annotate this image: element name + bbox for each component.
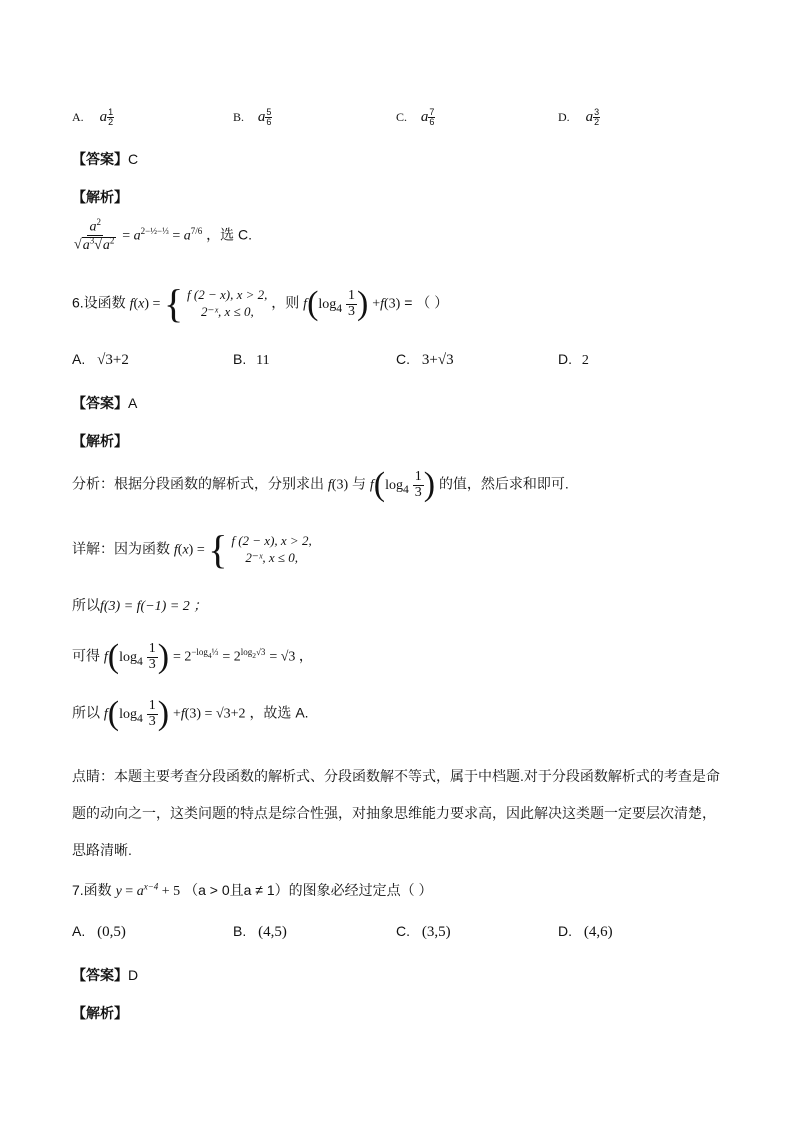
q6-piecewise: f (2 − x), x > 2, 2⁻ˣ, x ≤ 0,: [187, 287, 268, 319]
q7-option-b: B. (4,5): [233, 923, 287, 940]
q6-step-2: 可得 $f(\log_4$ $\frac{1}{3}$ ) = $2^{-log_4\frac{1}{3}} = 2^{log_2√3} = √3$ ，: [72, 638, 313, 675]
q6-comment-line-1: 点睛：本题主要考查分段函数的解析式、分段函数解不等式，属于中档题.对于分段函数解析式的考查是命: [72, 768, 720, 784]
q5-answer: 【答案】C: [72, 151, 139, 167]
q7-analysis-label: 【解析】: [72, 1005, 128, 1021]
q6-analysis-label: 【解析】: [72, 433, 128, 449]
q6-detail: 详解：因为函数 f(x) = { f (2 − x), x > 2, 2⁻ˣ, x ≤ 0,: [72, 527, 312, 572]
q5-option-c: C. a $\frac{7}{6}$: [396, 107, 435, 128]
q5-analysis-formula: $\frac{a^2}{√a^3√a^2}$ = $a^{2-\frac{1}{2}-\frac{1}{3}} = a^{7/6}$ ，选 C.: [74, 217, 253, 253]
q7-option-a: A. (0,5): [72, 923, 126, 940]
q7-option-d: D. (4,6): [558, 923, 613, 940]
q7-answer: 【答案】D: [72, 967, 139, 983]
q6-step-1: 所以f(3) = f(−1) = 2 ；: [72, 597, 208, 614]
q7-option-c: C. (3,5): [396, 923, 451, 940]
q5-fraction: $\frac{a^2}{√a^3√a^2}$: [74, 217, 115, 253]
q7-stem: 7.函数 $y = a^{x-4} + 5$ （a > 0且a ≠ 1）的图象必经过定点（ ）: [72, 881, 433, 899]
q6-stem: 6.设函数 f(x) = { f (2 − x), x > 2, 2⁻ˣ, x ≤ 0, ，则 $f(\log_4$ $\frac{1}{3}$ ) +f(3) = （ ）: [72, 281, 449, 326]
q6-option-c: C. 3+√3: [396, 351, 454, 368]
q6-answer: 【答案】A: [72, 395, 138, 411]
q6-analysis-intro: 分析：根据分段函数的解析式，分别求出 f(3) 与 $f(\log_4$ $\frac{1}{3}$ ) 的值，然后求和即可.: [72, 466, 569, 503]
q5-option-b: B. a $\frac{5}{6}$: [233, 107, 272, 128]
q5-analysis-label: 【解析】: [72, 189, 128, 205]
q6-option-d: D. 2: [558, 351, 589, 368]
q6-step-3: 所以 $f(\log_4$ $\frac{1}{3}$ ) +f(3) = √3+2 ，故选 A.: [72, 695, 309, 732]
q6-option-a: A. √3+2: [72, 351, 129, 368]
q6-detail-piecewise: f (2 − x), x > 2, 2⁻ˣ, x ≤ 0,: [231, 533, 312, 565]
q5-option-d: D. a $\frac{3}{2}$: [558, 107, 600, 128]
q6-comment-line-3: 思路清晰.: [72, 842, 132, 858]
q5-option-a: A. a $\frac{1}{2}$: [72, 107, 114, 128]
q6-comment-line-2: 题的动向之一，这类问题的特点是综合性强，对抽象思维能力要求高，因此解决这类题一定要层次清楚，: [72, 805, 716, 821]
q6-option-b: B. 11: [233, 351, 270, 368]
